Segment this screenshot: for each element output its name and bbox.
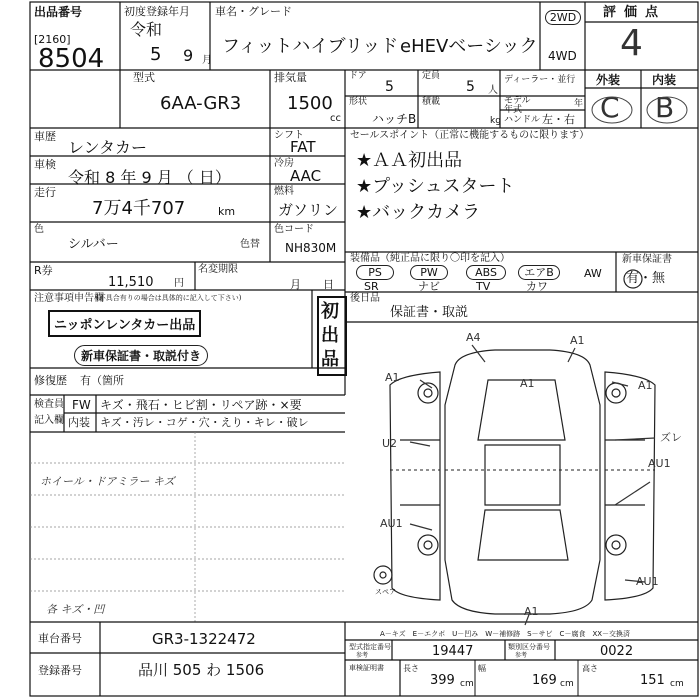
cc-unit: cc	[330, 113, 341, 124]
history-value: レンタカー	[68, 138, 147, 157]
mark-a1-front-right: A1	[570, 334, 585, 347]
interior-row-label: 内装	[68, 416, 90, 429]
inspector-label-1: 検査員	[34, 399, 64, 410]
car-grade: eHEVベーシック	[400, 36, 538, 57]
capacity-value: 5	[466, 79, 475, 95]
length-value: 399	[430, 673, 455, 688]
repair-value: 有（箇所	[80, 374, 124, 387]
auto-tax-label: 名変期限	[198, 264, 238, 275]
model-label: 型式	[133, 71, 155, 84]
lot-sub: [2160]	[34, 33, 71, 46]
color-code-value: NH830M	[285, 241, 337, 255]
type-no-label: 型式指定番号	[349, 643, 391, 651]
mark-a1-hood: A1	[520, 377, 535, 390]
equip-navi: ナビ	[418, 280, 440, 293]
inspection-value: 令和 8 年 9 月 （ 日）	[68, 168, 231, 187]
lot-number: 8504	[38, 44, 105, 74]
first-reg-label: 初度登録年月	[124, 5, 190, 18]
sales-point-3: ★バックカメラ	[356, 202, 481, 223]
yen-unit: 円	[174, 278, 184, 289]
reg-month: 9	[183, 46, 194, 65]
capacity-label: 定員	[422, 71, 441, 81]
color-change-label: 色替	[240, 239, 260, 250]
fw-items: キズ・飛石・ヒビ割・リペア跡・×要	[100, 398, 302, 412]
shift-label: シフト	[274, 130, 304, 141]
model-code: 6AA-GR3	[160, 93, 242, 114]
mark-u2-left-door: U2	[382, 437, 398, 450]
inspector-label-2: 記入欄	[34, 415, 64, 426]
rear-value: 保証書・取説	[390, 305, 469, 320]
rental-stamp: ニッポンレンタカー出品	[48, 310, 201, 337]
interior-grade: B	[655, 91, 675, 124]
plate-label: 登録番号	[38, 664, 82, 677]
reg-era: 令和	[130, 20, 163, 39]
sales-points-label: セールスポイント（正常に機能するものに限ります）	[350, 130, 590, 141]
spare-label: スペア	[375, 588, 396, 596]
width-label: 幅	[478, 664, 486, 673]
equip-ps: PS	[356, 265, 394, 280]
class-no-label: 類別区分番号	[508, 643, 550, 651]
auto-tax-date: 月 日	[290, 278, 334, 291]
equip-sr: SR	[364, 280, 379, 293]
shape-value: ハッチB	[372, 112, 417, 126]
name-grade-label: 車名・グレード	[215, 5, 292, 18]
equip-pw: PW	[410, 265, 448, 280]
fuel-label: 燃料	[274, 186, 294, 197]
mark-au1-right-rear: AU1	[636, 575, 659, 588]
exterior-label: 外装	[596, 73, 621, 87]
mark-a4-front: A4	[466, 331, 481, 344]
load-label: 積載	[422, 97, 441, 107]
class-ref: 参考	[515, 652, 528, 659]
shape-label: 形状	[349, 97, 368, 107]
shift-value: FAT	[290, 138, 316, 156]
chassis-number: GR3-1322472	[152, 630, 256, 648]
equip-aw: AW	[584, 267, 602, 280]
interior-items: キズ・汚レ・コゲ・穴・えり・キレ・破レ	[100, 416, 309, 429]
warranty-label: 新車保証書	[622, 254, 672, 265]
notes-label: 注意事項申告欄	[34, 293, 104, 304]
person-unit: 人	[488, 85, 498, 96]
kg-unit: kg	[490, 116, 501, 126]
handwrite-note-1: ホイール・ドアミラー キズ	[40, 475, 175, 488]
mark-zure-right: ズレ	[660, 431, 682, 444]
ac-value: AAC	[290, 167, 322, 185]
class-no: 0022	[600, 644, 634, 659]
model-year-label: モデル年式	[504, 96, 531, 115]
warranty-value: 有・無	[626, 271, 666, 286]
length-unit: cm	[460, 679, 474, 689]
equip-airbag: エアB	[518, 265, 560, 280]
dealer-label: ディーラー・並行	[504, 75, 576, 85]
displacement-value: 1500	[287, 93, 333, 114]
exterior-grade: C	[600, 91, 620, 124]
mark-a1-rear: A1	[524, 605, 539, 618]
drive-4wd: 4WD	[548, 49, 577, 63]
fw-label: FW	[72, 398, 91, 412]
fuel-value: ガソリン	[278, 201, 339, 219]
sales-point-1: ★ＡＡ初出品	[356, 150, 463, 171]
warranty-stamp: 新車保証書・取説付き	[74, 345, 208, 366]
drive-2wd: 2WD	[545, 10, 581, 25]
type-no: 19447	[432, 644, 474, 659]
month-unit: 月	[202, 55, 212, 66]
mark-a1-left-fender: A1	[385, 371, 400, 384]
mark-au1-left-rear: AU1	[380, 517, 403, 530]
lot-label: 出品番号	[34, 5, 83, 19]
recycle-fee: 11,510	[108, 275, 154, 290]
reg-year: 5	[150, 44, 162, 65]
interior-label: 内装	[652, 73, 677, 87]
width-value: 169	[532, 673, 557, 688]
mark-a1-right-fender: A1	[638, 379, 653, 392]
door-label: ドア	[349, 71, 367, 81]
recycle-label: R券	[34, 264, 53, 277]
year-unit: 年	[574, 99, 584, 109]
inspection-label: 車検	[34, 158, 56, 171]
repair-label: 修復歴	[34, 374, 67, 387]
door-value: 5	[385, 79, 394, 95]
color-value: シルバー	[68, 237, 119, 252]
mileage-label: 走行	[34, 186, 56, 199]
rear-label: 後日品	[350, 293, 380, 304]
chassis-label: 車台番号	[38, 632, 82, 645]
equip-leather: カワ	[526, 280, 548, 293]
mileage-value: 7万4千707	[92, 198, 186, 219]
sales-point-2: ★プッシュスタート	[356, 176, 515, 197]
equipment-label: 装備品（純正品に限り〇印を記入）	[350, 253, 510, 264]
handwrite-note-2: 各 キズ・凹	[46, 603, 105, 616]
height-value: 151	[640, 673, 665, 688]
score-value: 4	[620, 23, 643, 64]
car-diagram	[374, 345, 655, 625]
handle-label: ハンドル	[504, 115, 541, 125]
displacement-label: 排気量	[274, 71, 307, 84]
plate-number: 品川 505 わ 1506	[138, 661, 265, 679]
history-label: 車歴	[34, 130, 56, 143]
score-label: 評価点	[603, 5, 667, 20]
damage-legend: A－キズ E－エクボ U－凹み W－補修跡 S－サビ C－腐食 XX－交換済	[380, 630, 631, 638]
height-label: 高さ	[582, 664, 598, 673]
mark-au1-right-door: AU1	[648, 457, 671, 470]
length-label: 長さ	[403, 664, 419, 673]
height-unit: cm	[670, 679, 684, 689]
notes-sub: (不具合有りの場合は具体的に記入して下さい)	[96, 294, 242, 302]
km-unit: km	[218, 205, 236, 218]
color-label: 色	[34, 224, 44, 235]
first-listing-stamp: 初出品	[317, 296, 347, 376]
ac-label: 冷房	[274, 158, 294, 169]
dimension-label: 車検証明書	[349, 664, 384, 672]
equip-abs: ABS	[466, 265, 506, 280]
equip-tv: TV	[476, 280, 491, 293]
handle-options: 左・右	[542, 113, 575, 126]
car-name: フィットハイブリッド	[222, 36, 399, 57]
width-unit: cm	[560, 679, 574, 689]
color-code-label: 色コード	[274, 224, 314, 235]
type-ref: 参考	[356, 652, 369, 659]
